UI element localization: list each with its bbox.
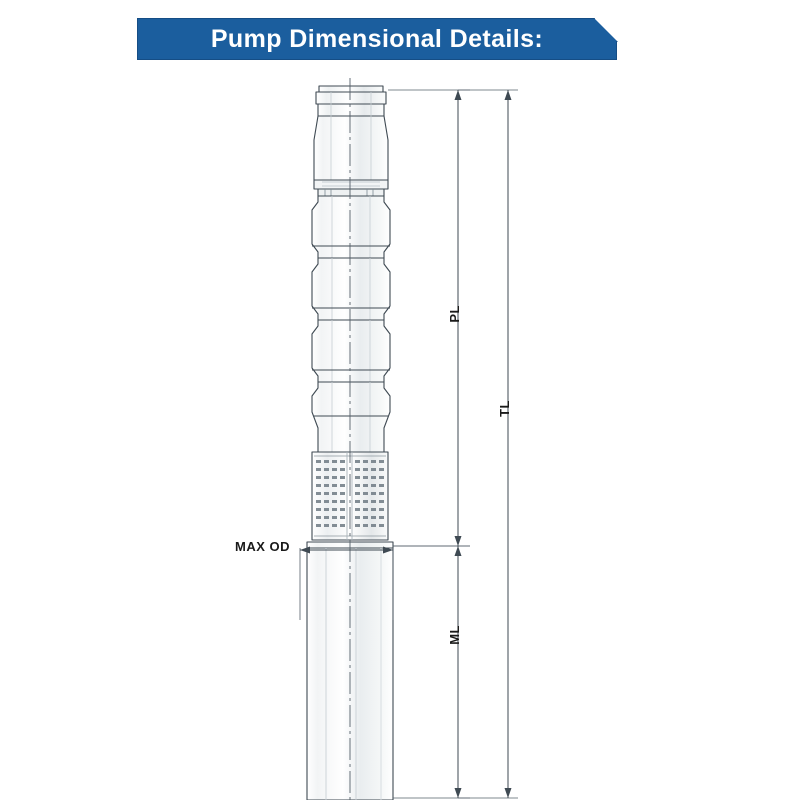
- dimension-tl: [458, 90, 518, 798]
- pump-drawing-svg: [0, 60, 800, 800]
- page-title-banner: [137, 18, 617, 60]
- dimension-ml: [393, 546, 470, 798]
- discharge-head-group: [314, 86, 388, 196]
- dimension-label-tl: TL: [497, 400, 512, 417]
- page-title: Pump Dimensional Details:: [210, 24, 544, 53]
- stage-stack-group: [312, 196, 390, 452]
- dimension-label-pl: PL: [447, 305, 462, 323]
- dimension-label-ml: ML: [447, 625, 462, 645]
- dimension-label-max-od: MAX OD: [235, 539, 290, 554]
- pump-dimensional-drawing: [0, 60, 800, 800]
